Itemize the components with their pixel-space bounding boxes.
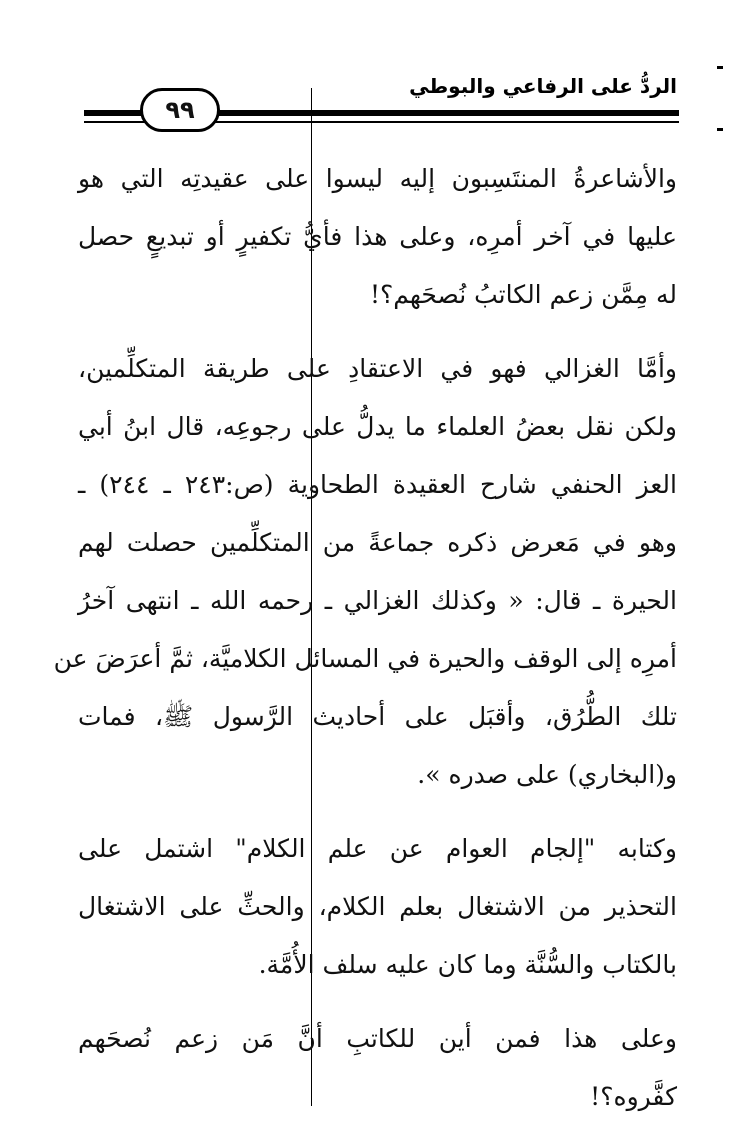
text-line: وعلى هذا فمن أين للكاتبِ أنَّ مَن زعم نُصحَهم bbox=[78, 1024, 677, 1053]
text-line: التحذير من الاشتغال بعلم الكلام، والحثِّ على الاشتغال bbox=[78, 892, 677, 921]
text-line: العز الحنفي شارح العقيدة الطحاوية (ص:٢٤٣ ـ ٢٤٤) ـ bbox=[78, 470, 677, 499]
page-number: ٩٩ bbox=[140, 88, 220, 132]
paragraph-1 bbox=[78, 150, 677, 324]
text-line: وهو في مَعرض ذكره جماعةً من المتكلِّمين حصلت لهم bbox=[78, 528, 677, 557]
paragraph-2 bbox=[53, 340, 677, 804]
text-line: و(البخاري) على صدره ». bbox=[417, 760, 677, 789]
edge-mark-top bbox=[717, 66, 723, 69]
body-text bbox=[53, 150, 677, 1126]
text-line: له مِمَّن زعم الكاتبُ نُصحَهم؟! bbox=[369, 280, 677, 309]
text-line: ولكن نقل بعضُ العلماء ما يدلُّ على رجوعِه، قال ابنُ أبي bbox=[78, 412, 677, 441]
edge-mark-bottom bbox=[717, 128, 723, 131]
text-line: وأمَّا الغزالي فهو في الاعتقادِ على طريقة المتكلِّمين، bbox=[78, 354, 677, 383]
text-line: الحيرة ـ قال: « وكذلك الغزالي ـ رحمه الله ـ انتهى آخرُ bbox=[78, 586, 677, 615]
text-line: تلك الطُّرُق، وأقبَل على أحاديث الرَّسول ﷺ، فمات bbox=[78, 702, 677, 731]
text-line: عليها في آخر أمرِه، وعلى هذا فأيُّ تكفيرٍ أو تبديعٍ حصل bbox=[78, 222, 677, 251]
paragraph-3 bbox=[78, 820, 677, 994]
text-line: وكتابه "إلجام العوام عن علم الكلام" اشتمل على bbox=[78, 834, 677, 863]
text-line: كفَّروه؟! bbox=[590, 1082, 677, 1111]
paragraph-4 bbox=[78, 1010, 677, 1126]
running-title: الردُّ على الرفاعي والبوطي bbox=[409, 74, 677, 98]
text-line: أمرِه إلى الوقف والحيرة في المسائل الكلاميَّة، ثمَّ أعرَضَ عن bbox=[53, 644, 677, 673]
text-line: والأشاعرةُ المنتَسِبون إليه ليسوا على عقيدتِه التي هو bbox=[78, 164, 677, 193]
text-line: بالكتاب والسُّنَّة وما كان عليه سلف الأُمَّة. bbox=[258, 950, 677, 979]
